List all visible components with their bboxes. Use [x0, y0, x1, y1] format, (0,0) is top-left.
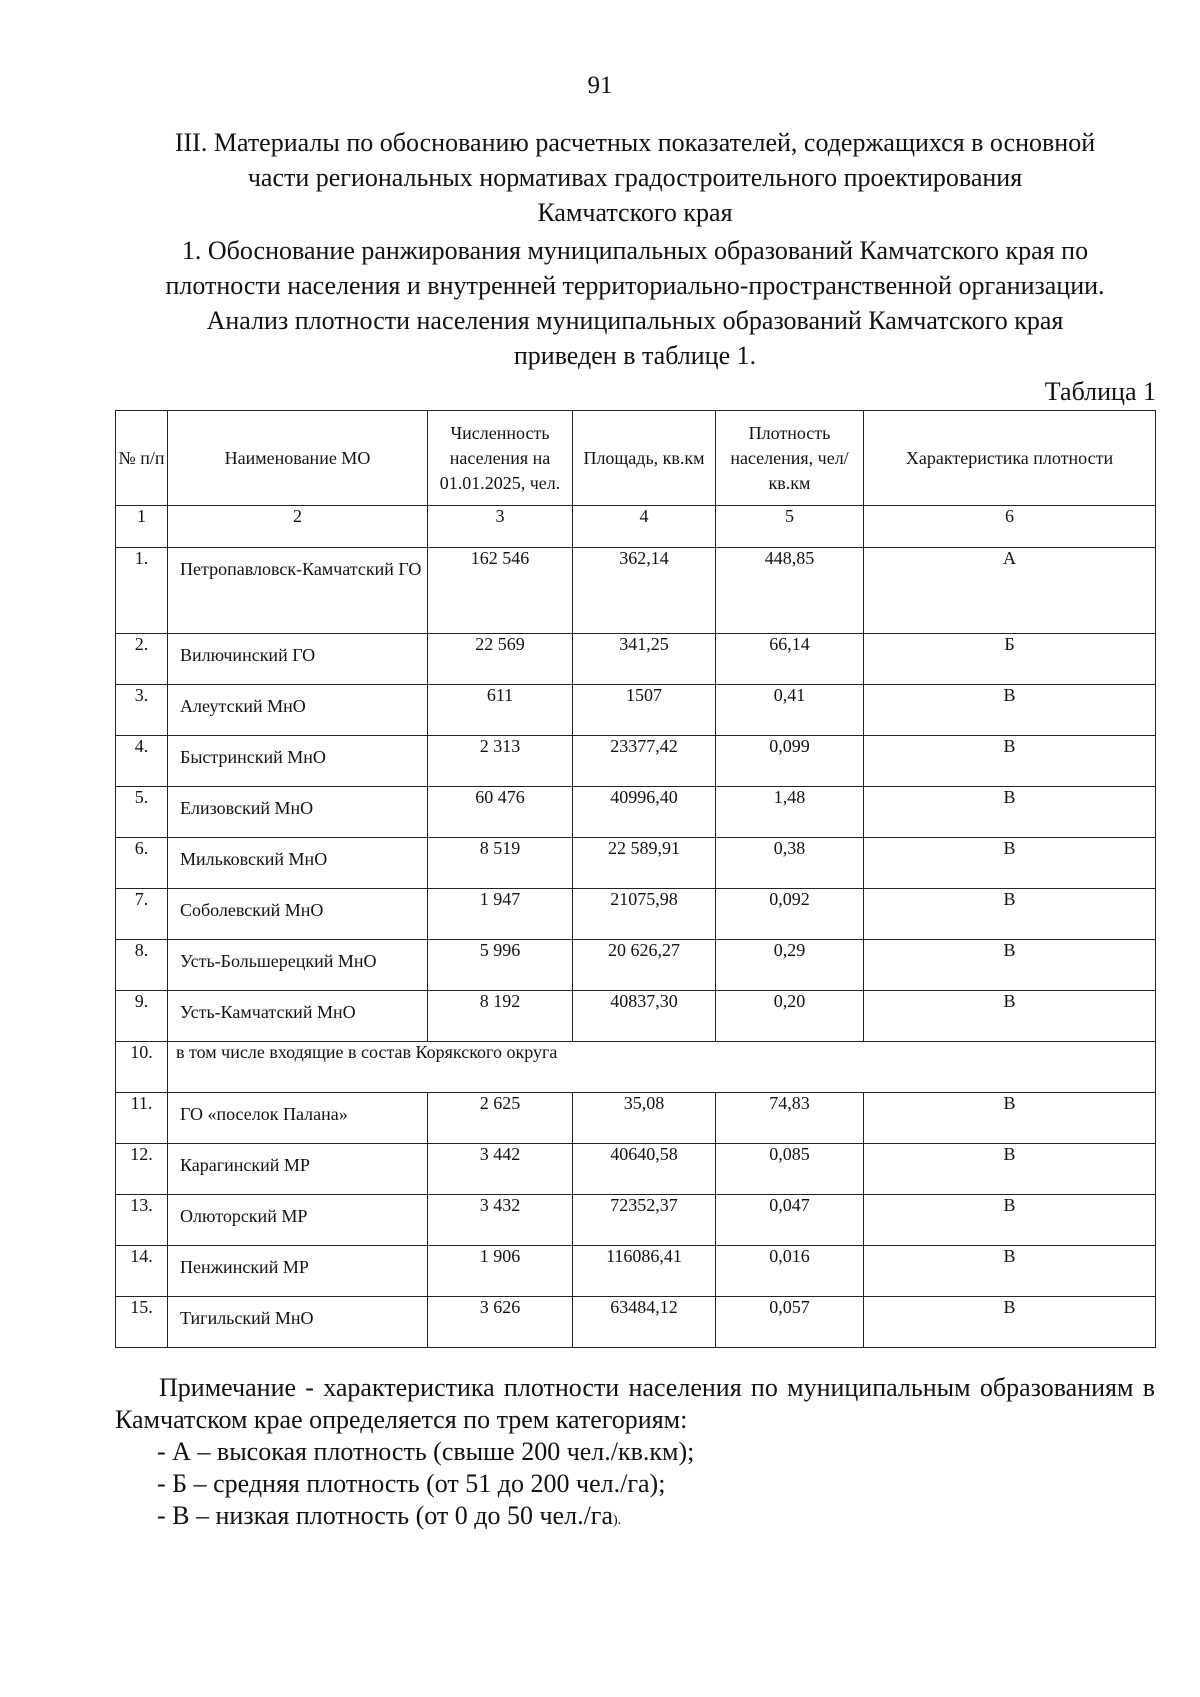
density-table: [115, 410, 1156, 1348]
page-number: 91: [587, 72, 613, 99]
column-number-row: [116, 506, 1156, 548]
header-density: Плотность населения, чел/ кв.км: [716, 411, 864, 506]
header-characteristic: Характеристика плотности: [864, 411, 1156, 506]
row-density: 74,83: [716, 1093, 864, 1144]
row-group-label: в том числе входящие в состав Корякского округа: [168, 1042, 1156, 1093]
table-header-row: [116, 411, 1156, 506]
row-number: 6.: [116, 838, 168, 889]
row-name: ГО «поселок Палана»: [168, 1093, 428, 1144]
row-population: 3 442: [428, 1144, 573, 1195]
row-population: 3 626: [428, 1297, 573, 1348]
table-row: [116, 685, 1156, 736]
note-item: - Б – средняя плотность (от 51 до 200 чел./га);: [157, 1469, 666, 1498]
row-density: 0,016: [716, 1246, 864, 1297]
row-number: 4.: [116, 736, 168, 787]
row-density: 0,085: [716, 1144, 864, 1195]
table-label: Таблица 1: [1044, 377, 1156, 406]
table-row: [116, 1093, 1156, 1144]
row-category: Б: [864, 634, 1156, 685]
row-density: 1,48: [716, 787, 864, 838]
section-title-line: части региональных нормативах градостроительного проектирования: [247, 163, 1023, 192]
row-name: Быстринский МнО: [168, 736, 428, 787]
row-name: Тигильский МнО: [168, 1297, 428, 1348]
row-density: 0,057: [716, 1297, 864, 1348]
table-row: [116, 787, 1156, 838]
table-row: [116, 634, 1156, 685]
table-row: [116, 736, 1156, 787]
row-number: 3.: [116, 685, 168, 736]
row-name: Мильковский МнО: [168, 838, 428, 889]
row-population: 1 947: [428, 889, 573, 940]
row-number: 1.: [116, 548, 168, 634]
row-area: 23377,42: [573, 736, 716, 787]
header-area: Площадь, кв.км: [573, 411, 716, 506]
column-number: 4: [573, 506, 716, 548]
column-number: 6: [864, 506, 1156, 548]
note-item-text: - В – низкая плотность (от 0 до 50 чел./га: [157, 1501, 613, 1530]
header-population: Численность населения на 01.01.2025, чел.: [428, 411, 573, 506]
row-population: 162 546: [428, 548, 573, 634]
row-area: 21075,98: [573, 889, 716, 940]
row-category: В: [864, 889, 1156, 940]
row-number: 11.: [116, 1093, 168, 1144]
row-number: 7.: [116, 889, 168, 940]
row-population: 8 519: [428, 838, 573, 889]
subsection-line: 1. Обоснование ранжирования муниципальных образований Камчатского края по: [181, 236, 1089, 265]
row-name: Пенжинский МР: [168, 1246, 428, 1297]
row-area: 63484,12: [573, 1297, 716, 1348]
row-area: 72352,37: [573, 1195, 716, 1246]
column-number: 1: [116, 506, 168, 548]
note: [115, 1372, 1155, 1537]
row-name: Соболевский МнО: [168, 889, 428, 940]
row-population: 60 476: [428, 787, 573, 838]
row-number: 2.: [116, 634, 168, 685]
row-number: 15.: [116, 1297, 168, 1348]
column-number: 5: [716, 506, 864, 548]
row-name: Алеутский МнО: [168, 685, 428, 736]
row-number: 10.: [116, 1042, 168, 1093]
row-population: 2 625: [428, 1093, 573, 1144]
section-title-line: III. Материалы по обоснованию расчетных показателей, содержащихся в основной: [174, 128, 1096, 157]
note-item: [115, 1500, 1155, 1537]
table-row: [116, 991, 1156, 1042]
row-category: В: [864, 1144, 1156, 1195]
row-population: 22 569: [428, 634, 573, 685]
row-density: 0,099: [716, 736, 864, 787]
row-population: 611: [428, 685, 573, 736]
table-row: [116, 889, 1156, 940]
table-row: [116, 838, 1156, 889]
row-category: В: [864, 838, 1156, 889]
row-density: 0,29: [716, 940, 864, 991]
subsection-line: приведен в таблице 1.: [513, 341, 757, 370]
row-category: В: [864, 1246, 1156, 1297]
row-population: 1 906: [428, 1246, 573, 1297]
row-density: 0,092: [716, 889, 864, 940]
row-name: Вилючинский ГО: [168, 634, 428, 685]
table-body: [116, 548, 1156, 1348]
row-name: Усть-Большерецкий МнО: [168, 940, 428, 991]
row-density: 66,14: [716, 634, 864, 685]
column-number: 2: [168, 506, 428, 548]
row-density: 0,41: [716, 685, 864, 736]
row-name: Елизовский МнО: [168, 787, 428, 838]
table-row: [116, 1144, 1156, 1195]
row-area: 40996,40: [573, 787, 716, 838]
row-name: Усть-Камчатский МнО: [168, 991, 428, 1042]
section-title-line: Камчатского края: [537, 198, 733, 227]
header-no: № п/п: [116, 411, 168, 506]
row-area: 40640,58: [573, 1144, 716, 1195]
row-category: В: [864, 685, 1156, 736]
row-number: 13.: [116, 1195, 168, 1246]
table-row: [116, 1042, 1156, 1093]
row-population: 2 313: [428, 736, 573, 787]
row-area: 35,08: [573, 1093, 716, 1144]
row-density: 0,38: [716, 838, 864, 889]
table-row: [116, 1246, 1156, 1297]
row-area: 20 626,27: [573, 940, 716, 991]
note-item-tail: ).: [613, 1513, 622, 1528]
row-population: 8 192: [428, 991, 573, 1042]
row-category: В: [864, 1093, 1156, 1144]
table-row: [116, 1297, 1156, 1348]
note-text: Примечание - характеристика плотности населения по муниципальным образованиям в Камчатском крае определяется по трем категориям:: [115, 1373, 1155, 1434]
header-name: Наименование МО: [168, 411, 428, 506]
row-category: В: [864, 940, 1156, 991]
row-name: Петропавловск-Камчатский ГО: [168, 548, 428, 634]
row-number: 8.: [116, 940, 168, 991]
section-title: [105, 125, 1165, 230]
subsection-line: плотности населения и внутренней территориально-пространственной организации.: [165, 271, 1105, 300]
row-population: 3 432: [428, 1195, 573, 1246]
row-area: 116086,41: [573, 1246, 716, 1297]
subsection-heading: [105, 233, 1165, 373]
subsection-line: Анализ плотности населения муниципальных образований Камчатского края: [206, 306, 1064, 335]
row-number: 14.: [116, 1246, 168, 1297]
table-row: [116, 1195, 1156, 1246]
note-item: - А – высокая плотность (свыше 200 чел./кв.км);: [157, 1437, 695, 1466]
table-row: [116, 548, 1156, 634]
row-category: А: [864, 548, 1156, 634]
column-number: 3: [428, 506, 573, 548]
row-name: Олюторский МР: [168, 1195, 428, 1246]
row-density: 0,047: [716, 1195, 864, 1246]
row-area: 362,14: [573, 548, 716, 634]
row-number: 9.: [116, 991, 168, 1042]
row-category: В: [864, 1195, 1156, 1246]
row-population: 5 996: [428, 940, 573, 991]
table-row: [116, 940, 1156, 991]
row-category: В: [864, 991, 1156, 1042]
row-density: 0,20: [716, 991, 864, 1042]
row-category: В: [864, 736, 1156, 787]
row-category: В: [864, 787, 1156, 838]
row-area: 341,25: [573, 634, 716, 685]
row-area: 22 589,91: [573, 838, 716, 889]
row-number: 12.: [116, 1144, 168, 1195]
row-area: 40837,30: [573, 991, 716, 1042]
row-category: В: [864, 1297, 1156, 1348]
row-number: 5.: [116, 787, 168, 838]
row-density: 448,85: [716, 548, 864, 634]
row-area: 1507: [573, 685, 716, 736]
row-name: Карагинский МР: [168, 1144, 428, 1195]
